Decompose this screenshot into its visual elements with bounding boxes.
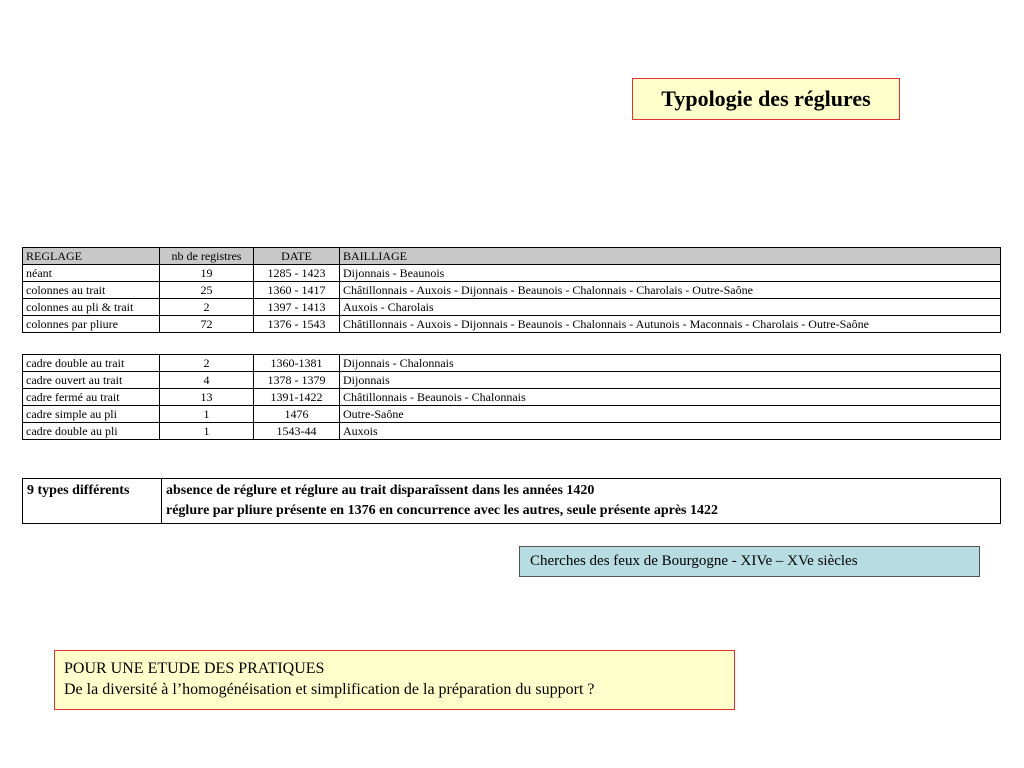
cell-date: 1378 - 1379 [254,372,340,389]
cell-nb: 19 [160,265,254,282]
note-question: De la diversité à l’homogénéisation et simplification de la préparation du support ? [64,681,595,698]
cell-reglage: cadre ouvert au trait [23,372,160,389]
source-caption [519,546,980,577]
source-text: Cherches des feux de Bourgogne - XIVe – XVe siècles [530,553,858,569]
table-row [23,423,1001,440]
cell-nb: 1 [160,406,254,423]
table-row [23,389,1001,406]
page-title: Typologie des réglures [661,86,871,111]
cell-bailliage: Dijonnais - Chalonnais [340,355,1001,372]
cell-bailliage: Outre-Saône [340,406,1001,423]
summary-table [22,478,1001,524]
header-date: DATE [254,248,340,265]
table-header-row [23,248,1001,265]
summary-text [162,479,1001,524]
cell-date: 1397 - 1413 [254,299,340,316]
cell-reglage: colonnes au pli & trait [23,299,160,316]
cell-nb: 2 [160,299,254,316]
table-row [23,265,1001,282]
cell-reglage: colonnes par pliure [23,316,160,333]
table-row [23,282,1001,299]
table-row [23,299,1001,316]
cell-date: 1360-1381 [254,355,340,372]
cell-reglage: néant [23,265,160,282]
summary-row [23,479,1001,524]
cell-bailliage: Auxois [340,423,1001,440]
cell-bailliage: Châtillonnais - Auxois - Dijonnais - Beaunois - Chalonnais - Charolais - Outre-Saône [340,282,1001,299]
cell-date: 1391-1422 [254,389,340,406]
cell-nb: 72 [160,316,254,333]
table-row [23,316,1001,333]
cell-bailliage: Dijonnais - Beaunois [340,265,1001,282]
summary-line-1: absence de réglure et réglure au trait disparaîssent dans les années 1420 [166,483,595,498]
table-row [23,372,1001,389]
cell-reglage: cadre simple au pli [23,406,160,423]
cell-reglage: colonnes au trait [23,282,160,299]
cell-bailliage: Châtillonnais - Auxois - Dijonnais - Beaunois - Chalonnais - Autunois - Maconnais - Charolais - Outre-Saône [340,316,1001,333]
cell-reglage: cadre double au pli [23,423,160,440]
note-box [54,650,735,710]
cell-date: 1476 [254,406,340,423]
cell-reglage: cadre double au trait [23,355,160,372]
cell-date: 1376 - 1543 [254,316,340,333]
cell-nb: 13 [160,389,254,406]
summary-line-2: réglure par pliure présente en 1376 en concurrence avec les autres, seule présente après 1422 [166,503,718,518]
header-nb-registres: nb de registres [160,248,254,265]
reglage-table [22,247,1001,333]
cell-date: 1360 - 1417 [254,282,340,299]
cell-nb: 2 [160,355,254,372]
cell-bailliage: Châtillonnais - Beaunois - Chalonnais [340,389,1001,406]
cell-bailliage: Dijonnais [340,372,1001,389]
cell-reglage: cadre fermé au trait [23,389,160,406]
summary-label: 9 types différents [23,479,162,524]
title-box [632,78,900,120]
table-row [23,355,1001,372]
cell-nb: 1 [160,423,254,440]
header-bailliage: BAILLIAGE [340,248,1001,265]
header-reglage: REGLAGE [23,248,160,265]
cell-nb: 25 [160,282,254,299]
cell-date: 1285 - 1423 [254,265,340,282]
cell-nb: 4 [160,372,254,389]
note-heading: POUR UNE ETUDE DES PRATIQUES [64,660,325,677]
cell-date: 1543-44 [254,423,340,440]
table-row [23,406,1001,423]
cell-bailliage: Auxois - Charolais [340,299,1001,316]
cadre-table [22,354,1001,440]
